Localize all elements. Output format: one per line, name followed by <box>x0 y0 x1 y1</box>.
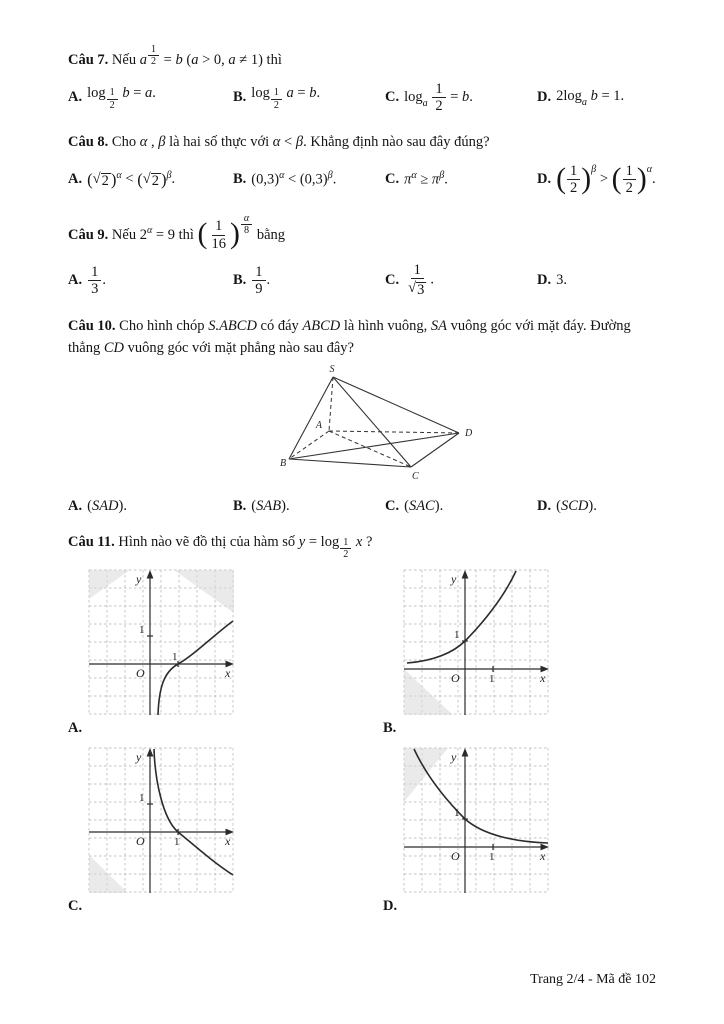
question-7-stem: Câu 7. Nếu a $\frac{1}{2}$ = b (a > 0, a ≠ 1) thì <box>68 44 282 68</box>
q10-option-b <box>233 498 385 515</box>
option-formula: (SAB). <box>251 498 290 515</box>
graph-d-box <box>403 747 550 894</box>
x-axis-label: x <box>540 670 546 685</box>
shading <box>404 669 453 715</box>
x-axis-label: x <box>225 833 231 848</box>
question-7-options <box>68 81 656 114</box>
option-label: A. <box>68 271 83 288</box>
graph-b-plot <box>403 569 550 716</box>
log-increasing-curve <box>158 621 233 715</box>
vertex-label-b: B <box>280 458 287 470</box>
question-8-options <box>68 163 656 196</box>
option-label: D. <box>537 271 552 288</box>
q8-option-d <box>537 163 656 196</box>
option-formula: πα ≥ πβ. <box>404 170 448 188</box>
option-formula: loga $\frac{1}{2}$ = b. <box>404 81 473 115</box>
graph-d-plot <box>403 747 550 894</box>
graph-a <box>68 569 383 737</box>
q9-option-d <box>537 272 656 289</box>
x-tick-label: 1 <box>489 672 495 685</box>
option-formula: (SAC). <box>404 498 444 515</box>
q7-option-b <box>233 85 385 111</box>
question-9-stem: Câu 9. Nếu 2α = 9 thì ( $\frac{1}{16}$ ) $\frac{\alpha}{8}$ bằng <box>68 212 285 252</box>
vertex-label-c: C <box>412 471 419 483</box>
question-7 <box>68 44 656 115</box>
graph-c-box <box>88 747 235 894</box>
origin-label: O <box>451 848 460 863</box>
option-formula: 1 √ 3 . <box>408 261 434 299</box>
q7-option-a <box>68 85 233 111</box>
graph-a-plot <box>88 569 235 716</box>
q9-option-c <box>385 262 537 299</box>
vertex-label-a: A <box>315 420 322 432</box>
vertex-label-d: D <box>465 428 473 440</box>
graph-b <box>383 569 656 737</box>
q10-option-c <box>385 498 537 515</box>
option-formula: $\frac{1}{9}$ . <box>251 264 270 297</box>
origin-label: O <box>136 665 145 680</box>
graph-d <box>383 747 656 915</box>
question-10 <box>68 315 656 516</box>
grid-lines <box>89 748 234 893</box>
y-tick-label: 1 <box>139 623 145 636</box>
option-label: D. <box>537 498 552 515</box>
question-11 <box>68 531 656 914</box>
q8-option-a <box>68 170 233 189</box>
option-formula: 2loga b = 1. <box>556 88 625 108</box>
q10-option-a <box>68 498 233 515</box>
graph-c-plot <box>88 747 235 894</box>
graph-b-letter: B. <box>383 719 397 736</box>
page-footer: Trang 2/4 - Mã đề 102 <box>530 972 656 987</box>
option-label: C. <box>385 498 400 515</box>
option-label: C. <box>385 271 400 288</box>
question-9-options <box>68 262 656 299</box>
y-axis-label: y <box>136 571 142 586</box>
shading <box>89 855 128 893</box>
q9-option-a <box>68 264 233 297</box>
q8-option-b <box>233 171 385 189</box>
x-axis-label: x <box>540 848 546 863</box>
option-formula: log $\frac{1}{2}$ a = b. <box>251 84 321 111</box>
option-label: A. <box>68 89 83 106</box>
option-label: B. <box>233 89 247 106</box>
axes <box>89 748 234 893</box>
y-tick-label: 1 <box>454 628 460 641</box>
shading <box>174 570 234 613</box>
origin-label: O <box>451 670 460 685</box>
graph-c-letter: C. <box>68 897 83 914</box>
origin-label: O <box>136 833 145 848</box>
shading <box>89 570 130 599</box>
graph-b-box <box>403 569 550 716</box>
y-axis-label: y <box>451 749 457 764</box>
y-axis-label: y <box>451 571 457 586</box>
option-label: D. <box>537 171 552 188</box>
option-label: B. <box>233 271 247 288</box>
graph-d-letter: D. <box>383 897 398 914</box>
option-label: A. <box>68 498 83 515</box>
y-axis-label: y <box>136 749 142 764</box>
option-formula: 3. <box>556 271 567 288</box>
y-tick-label: 1 <box>454 806 460 819</box>
option-label: A. <box>68 171 83 188</box>
option-label: B. <box>233 171 247 188</box>
option-formula: (SAD). <box>87 498 128 515</box>
option-formula: ( $\frac{1}{2}$ ) β > ( $\frac{1}{2}$ ) α. <box>556 163 656 197</box>
pyramid-solid-edges <box>289 377 459 467</box>
answer-graphs <box>68 569 656 915</box>
question-9 <box>68 213 656 299</box>
q10-option-d <box>537 498 656 515</box>
q7-option-d <box>537 88 656 108</box>
graph-c <box>68 747 383 915</box>
question-10-stem: Câu 10. Cho hình chóp S.ABCD có đáy ABCD là hình vuông, SA vuông góc với mặt đáy. Đường thẳng CD vuông góc với mặt phẳng nào sau đây? <box>68 317 631 357</box>
option-formula: $\frac{1}{3}$ . <box>87 264 106 297</box>
option-label: C. <box>385 171 400 188</box>
option-label: B. <box>233 498 247 515</box>
graph-a-letter: A. <box>68 719 83 736</box>
pyramid-svg <box>263 363 475 483</box>
option-formula: (SCD). <box>556 498 597 515</box>
x-tick-label: 1 <box>172 650 178 663</box>
question-8 <box>68 131 656 197</box>
question-10-options <box>68 498 656 515</box>
x-tick-label: 1 <box>489 850 495 863</box>
question-8-stem: Câu 8. Cho α , β là hai số thực với α < β. Khẳng định nào sau đây đúng? <box>68 133 490 150</box>
exp-increasing-curve <box>407 571 516 663</box>
q7-option-c <box>385 81 537 114</box>
option-label: C. <box>385 89 400 106</box>
option-label: D. <box>537 89 552 106</box>
option-formula: log $\frac{1}{2}$ b = a. <box>87 84 156 111</box>
option-formula: (0,3)α < (0,3)β. <box>251 170 337 188</box>
q9-option-b <box>233 264 385 297</box>
graph-a-box <box>88 569 235 716</box>
pyramid-figure <box>263 363 656 488</box>
option-formula: ( √ 2 ) α < ( √ 2 ) β. <box>87 169 176 190</box>
q8-option-c <box>385 171 537 189</box>
x-axis-label: x <box>225 665 231 680</box>
x-tick-label: 1 <box>174 835 180 848</box>
y-tick-label: 1 <box>139 791 145 804</box>
question-11-stem: Câu 11. Hình nào vẽ đồ thị của hàm số y = log $\frac{1}{2}$ x ? <box>68 534 373 561</box>
vertex-label-s: S <box>329 364 335 376</box>
